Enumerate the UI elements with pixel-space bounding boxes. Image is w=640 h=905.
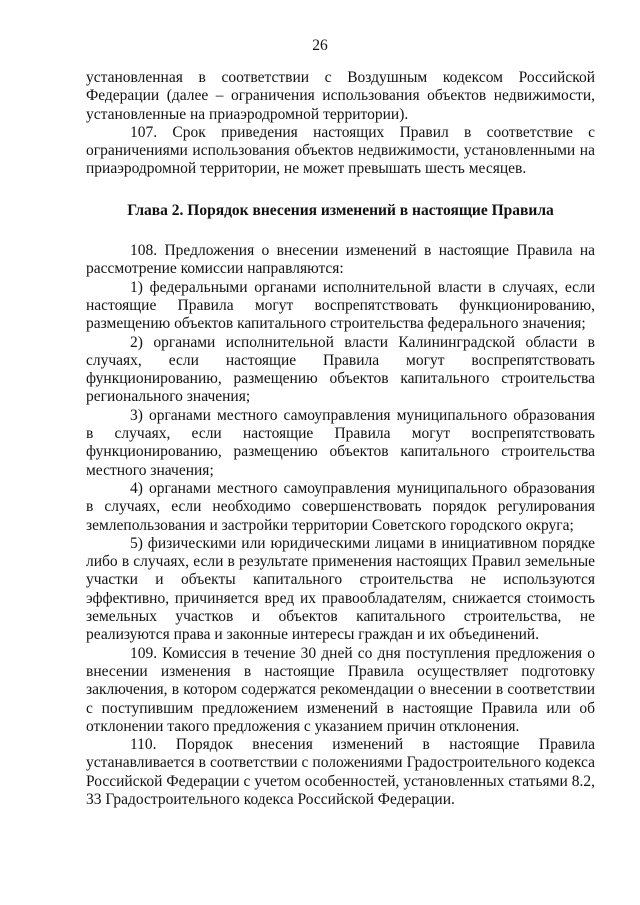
list-item-1: 1) федеральными органами исполнительной власти в случаях, если настоящие Правила могут воспрепятствовать функционированию, размещению объектов капитального строительства федерального значения; bbox=[86, 278, 595, 333]
list-item-4: 4) органами местного самоуправления муниципального образования в случаях, если необходимо совершенствовать порядок регулирования землепользования и застройки территории Советского городского округа; bbox=[86, 479, 595, 534]
paragraph-107: 107. Срок приведения настоящих Правил в соответствие с ограничениями использования объектов недвижимости, установленными на приаэродромной территории, не может превышать шесть месяцев. bbox=[86, 123, 595, 178]
list-item-2: 2) органами исполнительной власти Калининградской области в случаях, если настоящие Правила могут воспрепятствовать функционированию, размещению объектов капитального строительства регионального значения; bbox=[86, 333, 595, 406]
list-item-3: 3) органами местного самоуправления муниципального образования в случаях, если настоящие Правила могут воспрепятствовать функционированию, размещению объектов капитального строительства местного значения; bbox=[86, 406, 595, 479]
paragraph-109: 109. Комиссия в течение 30 дней со дня поступления предложения о внесении изменения в настоящие Правила осуществляет подготовку заключения, в котором содержатся рекомендации о внесении в соответствии с поступившим предложением изменений в настоящие Правила или об отклонении такого предложения с указанием причин отклонения. bbox=[86, 644, 595, 735]
paragraph-continuation: установленная в соответствии с Воздушным кодексом Российской Федерации (далее – ограничения использования объектов недвижимости, установленные на приаэродромной территории). bbox=[86, 69, 595, 123]
document-body bbox=[86, 69, 595, 809]
list-item-5: 5) физическими или юридическими лицами в инициативном порядке либо в случаях, если в результате применения настоящих Правил земельные участки и объекты капитального строительства не используются эффективно, причиняется вред их правообладателям, снижается стоимость земельных участков и объектов капитального строительства, не реализуются права и законные интересы граждан и их объединений. bbox=[86, 534, 595, 644]
paragraph-110: 110. Порядок внесения изменений в настоящие Правила устанавливается в соответствии с положениями Градостроительного кодекса Российской Федерации с учетом особенностей, установленных статьями 8.2, 33 Градостроительного кодекса Российской Федерации. bbox=[86, 736, 595, 808]
chapter-heading: Глава 2. Порядок внесения изменений в настоящие Правила bbox=[127, 201, 554, 219]
paragraph-108: 108. Предложения о внесении изменений в настоящие Правила на рассмотрение комиссии направляются: bbox=[86, 242, 595, 278]
page-number: 26 bbox=[312, 37, 328, 54]
